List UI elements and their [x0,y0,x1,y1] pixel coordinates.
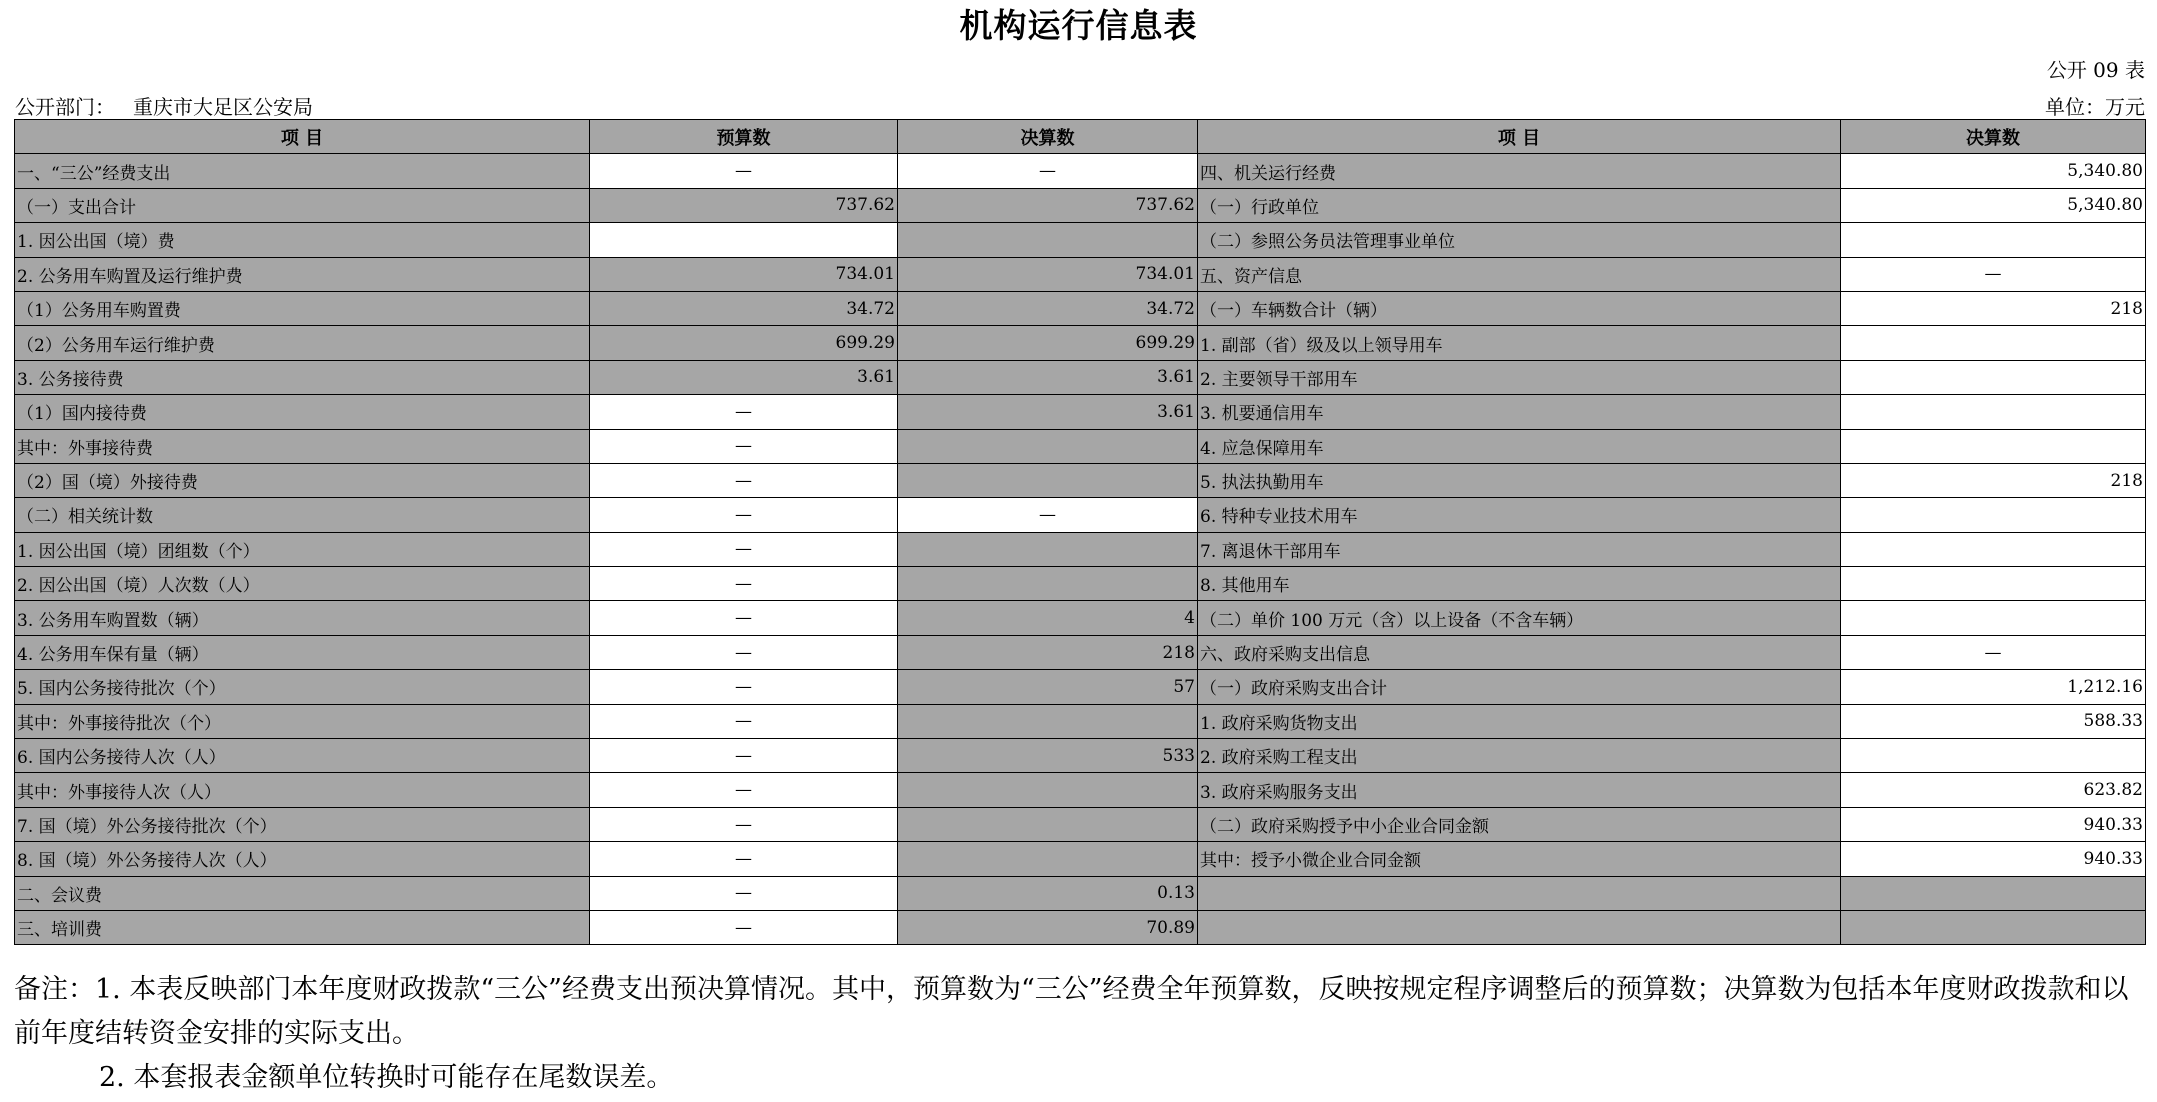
row-right-item-label: 8. 其他用车 [1198,567,1841,601]
form-number: 公开 09 表 [2046,58,2145,82]
row-right-final-value [1841,601,2146,635]
col-header-budget: 预算数 [590,120,898,154]
row-budget-value: — [590,498,898,532]
row-item-label: 5. 国内公务接待批次（个） [15,670,590,704]
row-right-final-value: 1,212.16 [1841,670,2146,704]
table-row [15,807,2146,841]
row-item-label: （2）国（境）外接待费 [15,463,590,497]
row-final-value [898,842,1198,876]
row-final-value: 70.89 [898,910,1198,944]
row-final-value [898,429,1198,463]
row-right-final-value [1841,223,2146,257]
row-budget-value: — [590,154,898,188]
row-right-item-label: 1. 副部（省）级及以上领导用车 [1198,326,1841,360]
row-right-final-value [1841,532,2146,566]
row-right-item-label [1198,876,1841,910]
row-budget-value: — [590,567,898,601]
row-final-value: 533 [898,739,1198,773]
row-budget-value: 699.29 [590,326,898,360]
row-right-item-label: 7. 离退休干部用车 [1198,532,1841,566]
row-item-label: （一）支出合计 [15,188,590,222]
row-budget-value: — [590,739,898,773]
row-budget-value: — [590,842,898,876]
col-header-right-item: 项 目 [1198,120,1841,154]
row-budget-value: — [590,429,898,463]
row-item-label: 2. 公务用车购置及运行维护费 [15,257,590,291]
row-item-label: 一、“三公”经费支出 [15,154,590,188]
row-right-final-value: 218 [1841,463,2146,497]
note-line-1: 备注：1. 本表反映部门本年度财政拨款“三公”经费支出预决算情况。其中，预算数为“三公”经费全年预算数，反映按规定程序调整后的预算数；决算数为包括本年度财政拨款和以前年度结转资金安排的实际支出。 [14,974,2129,1049]
row-right-item-label: 1. 政府采购货物支出 [1198,704,1841,738]
table-row [15,670,2146,704]
row-budget-value: — [590,670,898,704]
table-row [15,257,2146,291]
department [15,94,313,120]
row-right-final-value: 5,340.80 [1841,154,2146,188]
row-right-item-label: 3. 机要通信用车 [1198,395,1841,429]
table-row [15,601,2146,635]
row-item-label: 2. 因公出国（境）人次数（人） [15,567,590,601]
row-budget-value: 34.72 [590,291,898,325]
row-right-item-label: （一）车辆数合计（辆） [1198,291,1841,325]
row-final-value [898,704,1198,738]
row-right-final-value [1841,395,2146,429]
row-final-value: 699.29 [898,326,1198,360]
row-right-final-value [1841,910,2146,944]
row-right-final-value: 588.33 [1841,704,2146,738]
row-item-label: （二）相关统计数 [15,498,590,532]
table-row [15,154,2146,188]
row-right-item-label: （一）行政单位 [1198,188,1841,222]
row-right-final-value [1841,739,2146,773]
row-right-final-value: — [1841,635,2146,669]
row-item-label: 二、会议费 [15,876,590,910]
row-budget-value: — [590,601,898,635]
row-budget-value: 734.01 [590,257,898,291]
row-final-value [898,223,1198,257]
row-item-label: 1. 因公出国（境）团组数（个） [15,532,590,566]
row-right-final-value [1841,876,2146,910]
unit-label: 单位：万元 [2045,95,2145,119]
row-final-value: 737.62 [898,188,1198,222]
row-right-final-value [1841,326,2146,360]
table-row [15,635,2146,669]
row-final-value: — [898,154,1198,188]
row-right-item-label: 五、资产信息 [1198,257,1841,291]
row-item-label: （1）国内接待费 [15,395,590,429]
table-row [15,842,2146,876]
row-right-final-value [1841,360,2146,394]
row-item-label: 7. 国（境）外公务接待批次（个） [15,807,590,841]
row-budget-value: — [590,704,898,738]
row-right-final-value: 940.33 [1841,807,2146,841]
table-row [15,463,2146,497]
row-budget-value: 3.61 [590,360,898,394]
row-item-label: 3. 公务用车购置数（辆） [15,601,590,635]
row-final-value: 4 [898,601,1198,635]
row-item-label: 其中：外事接待人次（人） [15,773,590,807]
row-final-value: 218 [898,635,1198,669]
table-row [15,876,2146,910]
row-final-value [898,463,1198,497]
row-item-label: （2）公务用车运行维护费 [15,326,590,360]
row-right-item-label: 3. 政府采购服务支出 [1198,773,1841,807]
row-right-item-label: 六、政府采购支出信息 [1198,635,1841,669]
row-right-final-value: — [1841,257,2146,291]
table-row [15,739,2146,773]
table-row [15,567,2146,601]
row-final-value [898,567,1198,601]
row-right-item-label: （二）政府采购授予中小企业合同金额 [1198,807,1841,841]
table-row [15,360,2146,394]
row-right-final-value: 623.82 [1841,773,2146,807]
row-right-final-value [1841,498,2146,532]
row-right-final-value [1841,429,2146,463]
col-header-final: 决算数 [898,120,1198,154]
table-row [15,326,2146,360]
department-label: 公开部门： [15,95,115,119]
info-table [14,119,2146,945]
page-title: 机构运行信息表 [959,6,1198,45]
row-right-item-label [1198,910,1841,944]
row-right-item-label: 其中：授予小微企业合同金额 [1198,842,1841,876]
row-final-value: 3.61 [898,395,1198,429]
row-final-value: 57 [898,670,1198,704]
row-right-item-label: 4. 应急保障用车 [1198,429,1841,463]
table-row [15,395,2146,429]
row-right-item-label: （一）政府采购支出合计 [1198,670,1841,704]
row-item-label: 其中：外事接待批次（个） [15,704,590,738]
row-right-final-value: 940.33 [1841,842,2146,876]
row-right-item-label: （二）参照公务员法管理事业单位 [1198,223,1841,257]
row-budget-value: — [590,910,898,944]
table-row [15,223,2146,257]
table-row [15,188,2146,222]
table-row [15,910,2146,944]
row-right-item-label: 四、机关运行经费 [1198,154,1841,188]
notes [14,968,2139,1100]
note-line-2: 2. 本套报表金额单位转换时可能存在尾数误差。 [99,1062,674,1093]
table-row [15,704,2146,738]
table-row [15,532,2146,566]
row-item-label: 4. 公务用车保有量（辆） [15,635,590,669]
row-right-final-value: 5,340.80 [1841,188,2146,222]
row-final-value: 0.13 [898,876,1198,910]
row-right-item-label: 2. 政府采购工程支出 [1198,739,1841,773]
row-item-label: 1. 因公出国（境）费 [15,223,590,257]
row-budget-value: — [590,463,898,497]
row-item-label: 8. 国（境）外公务接待人次（人） [15,842,590,876]
row-item-label: 6. 国内公务接待人次（人） [15,739,590,773]
row-final-value: 34.72 [898,291,1198,325]
row-final-value: 3.61 [898,360,1198,394]
row-item-label: 其中：外事接待费 [15,429,590,463]
row-item-label: （1）公务用车购置费 [15,291,590,325]
row-right-final-value [1841,567,2146,601]
row-budget-value: — [590,635,898,669]
row-right-item-label: 2. 主要领导干部用车 [1198,360,1841,394]
row-final-value [898,807,1198,841]
col-header-left-item: 项 目 [15,120,590,154]
table-row [15,429,2146,463]
col-header-right-final: 决算数 [1841,120,2146,154]
table-row [15,498,2146,532]
row-right-item-label: （二）单价 100 万元（含）以上设备（不含车辆） [1198,601,1841,635]
row-right-final-value: 218 [1841,291,2146,325]
table-row [15,291,2146,325]
row-budget-value: — [590,773,898,807]
row-final-value: 734.01 [898,257,1198,291]
row-budget-value: — [590,876,898,910]
row-budget-value: — [590,532,898,566]
row-item-label: 3. 公务接待费 [15,360,590,394]
row-final-value [898,773,1198,807]
row-final-value [898,532,1198,566]
department-name: 重庆市大足区公安局 [133,95,313,119]
row-right-item-label: 6. 特种专业技术用车 [1198,498,1841,532]
table-row [15,773,2146,807]
row-item-label: 三、培训费 [15,910,590,944]
row-budget-value [590,223,898,257]
row-final-value: — [898,498,1198,532]
row-budget-value: — [590,395,898,429]
table-header-row [15,120,2146,154]
table-body [15,154,2146,945]
row-right-item-label: 5. 执法执勤用车 [1198,463,1841,497]
row-budget-value: 737.62 [590,188,898,222]
row-budget-value: — [590,807,898,841]
